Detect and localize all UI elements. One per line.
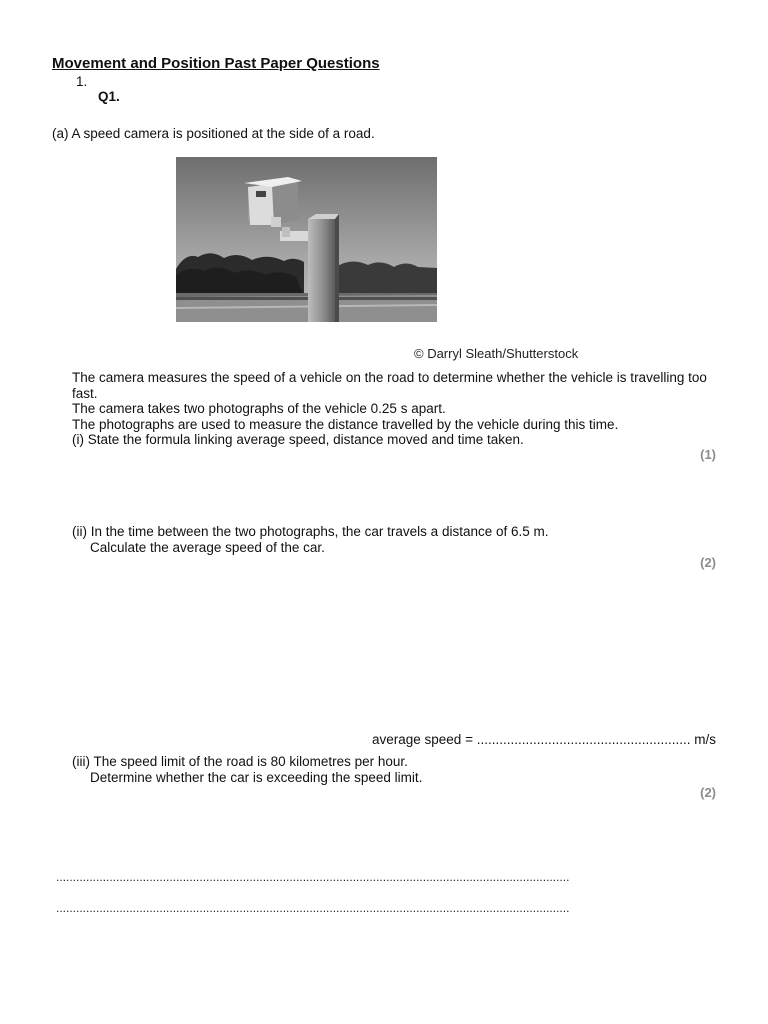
question-ii [72,524,549,555]
question-number: Q1. [98,89,120,104]
marks-ii: (2) [700,555,716,570]
page-title: Movement and Position Past Paper Questions [52,55,380,72]
answer-dots-line: .......................................................................................................................................................... [56,901,570,915]
image-credit: © Darryl Sleath/Shutterstock [414,346,579,361]
paragraph-line: The camera takes two photographs of the vehicle 0.25 s apart. [72,401,446,416]
question-iii [72,754,422,785]
part-a-text: (a) A speed camera is positioned at the side of a road. [52,126,375,141]
question-iii-line2: Determine whether the car is exceeding the speed limit. [90,769,423,785]
question-iii-line1: (iii) The speed limit of the road is 80 kilometres per hour. [72,754,408,769]
question-i: (i) State the formula linking average speed, distance moved and time taken. [72,432,524,447]
speed-camera-photo [176,157,437,322]
paragraph-line: The camera measures the speed of a vehicle on the road to determine whether the vehicle is travelling too fast. [72,370,707,401]
paragraph-line: The photographs are used to measure the distance travelled by the vehicle during this time. [72,416,619,432]
question-ii-line2: Calculate the average speed of the car. [90,539,325,555]
list-number: 1. [76,74,88,89]
marks-i: (1) [700,447,716,462]
marks-iii: (2) [700,785,716,800]
question-paragraph [72,370,722,448]
question-ii-line1: (ii) In the time between the two photographs, the car travels a distance of 6.5 m. [72,524,549,539]
answer-dots-line: .......................................................................................................................................................... [56,870,570,884]
answer-line-average-speed: average speed = ......................................................... m/s [372,732,716,747]
